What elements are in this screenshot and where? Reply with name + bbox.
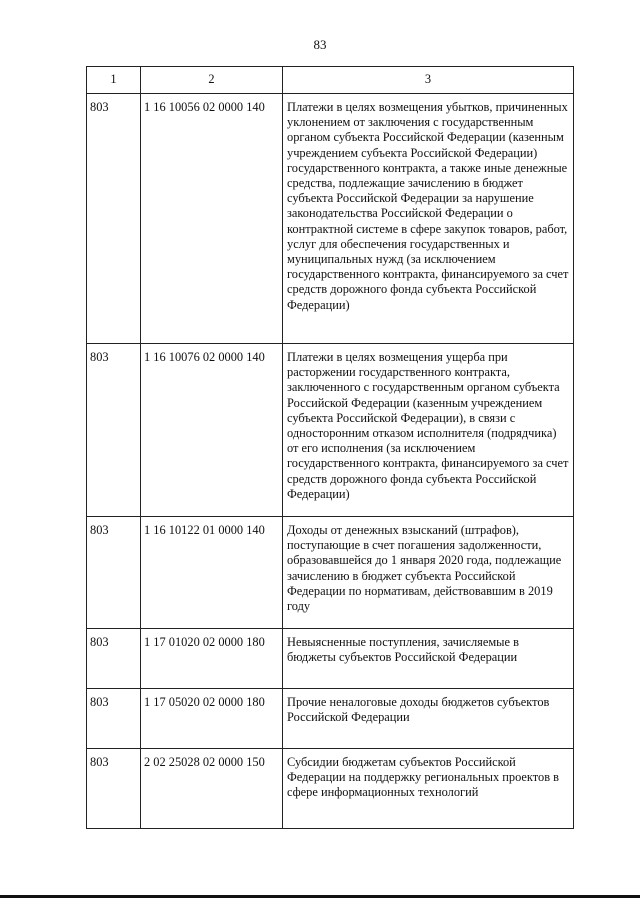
kbk-code-cell: 1 16 10076 02 0000 140	[141, 344, 283, 517]
description-cell: Платежи в целях возмещения убытков, причиненных уклонением от заключения с государственным органом субъекта Российской Федерации (казенным учреждением субъекта Российской Федерации) государственного контракта, а также иные денежные средства, подлежащие зачислению в бюджет субъекта Российской Федерации за нарушение законодательства Российской Федерации о контрактной системе в сфере закупок товаров, работ, услуг для обеспечения государственных и муниципальных нужд (за исключением государственного контракта, финансируемого за счет средств дорожного фонда субъекта Российской Федерации)	[283, 94, 574, 344]
table-header-row	[87, 67, 574, 94]
kbk-code-cell: 1 17 05020 02 0000 180	[141, 689, 283, 749]
description-cell: Прочие неналоговые доходы бюджетов субъектов Российской Федерации	[283, 689, 574, 749]
kbk-code-cell: 2 02 25028 02 0000 150	[141, 749, 283, 829]
kbk-code-cell: 1 16 10122 01 0000 140	[141, 517, 283, 629]
description-cell: Доходы от денежных взысканий (штрафов), поступающие в счет погашения задолженности, образовавшейся до 1 января 2020 года, подлежащие зачислению в бюджет субъекта Российской Федерации по нормативам, действовавшим в 2019 году	[283, 517, 574, 629]
table-row	[87, 517, 574, 629]
table-row	[87, 629, 574, 689]
table-row	[87, 344, 574, 517]
description-cell: Субсидии бюджетам субъектов Российской Федерации на поддержку региональных проектов в сфере информационных технологий	[283, 749, 574, 829]
description-cell: Невыясненные поступления, зачисляемые в бюджеты субъектов Российской Федерации	[283, 629, 574, 689]
table-row	[87, 94, 574, 344]
admin-code-cell: 803	[87, 629, 141, 689]
column-header-3: 3	[283, 67, 574, 94]
scan-edge-line	[0, 895, 640, 898]
admin-code-cell: 803	[87, 344, 141, 517]
table-row	[87, 689, 574, 749]
page-number: 83	[313, 37, 327, 52]
kbk-code-cell: 1 17 01020 02 0000 180	[141, 629, 283, 689]
column-header-2: 2	[141, 67, 283, 94]
admin-code-cell: 803	[87, 517, 141, 629]
column-header-1: 1	[87, 67, 141, 94]
admin-code-cell: 803	[87, 689, 141, 749]
budget-codes-table	[86, 66, 574, 829]
admin-code-cell: 803	[87, 94, 141, 344]
table-row	[87, 749, 574, 829]
description-cell: Платежи в целях возмещения ущерба при расторжении государственного контракта, заключенного с государственным органом субъекта Российской Федерации (казенным учреждением субъекта Российской Федерации), в связи с односторонним отказом исполнителя (подрядчика) от его исполнения (за исключением государственного контракта, финансируемого за счет средств дорожного фонда субъекта Российской Федерации)	[283, 344, 574, 517]
kbk-code-cell: 1 16 10056 02 0000 140	[141, 94, 283, 344]
admin-code-cell: 803	[87, 749, 141, 829]
